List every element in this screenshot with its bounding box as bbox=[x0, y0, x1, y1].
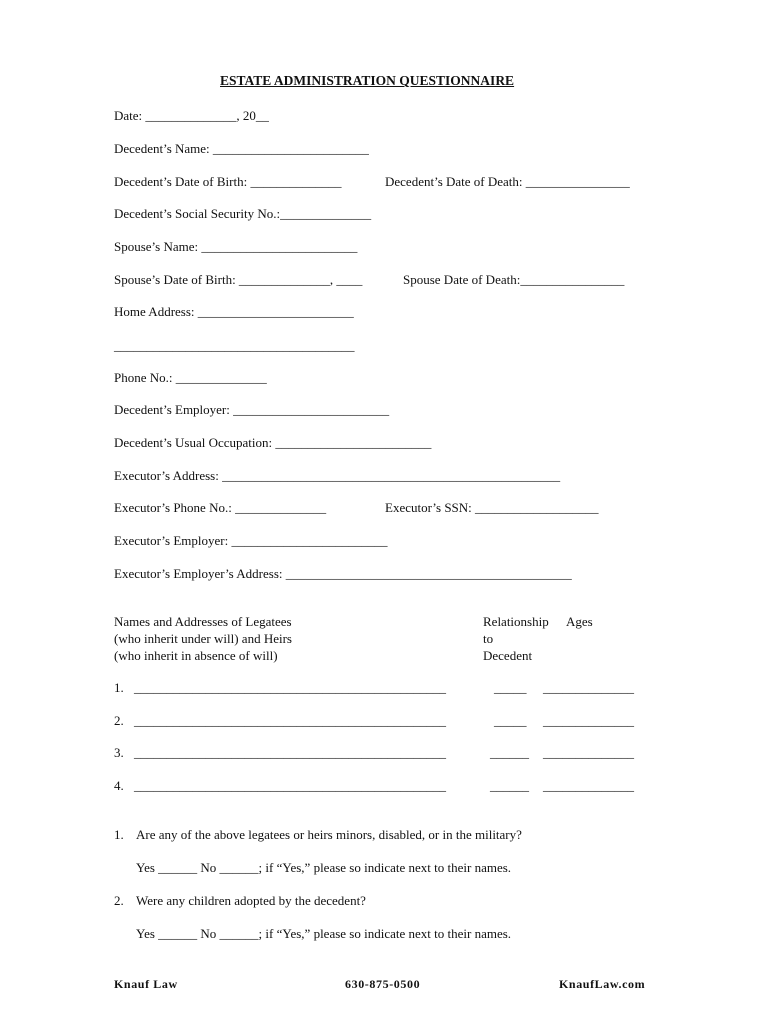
legatees-header-line2: (who inherit under will) and Heirs bbox=[114, 631, 292, 646]
decedent-dob-field: Decedent’s Date of Birth: ______________ bbox=[114, 174, 342, 189]
executor-ssn-field: Executor’s SSN: ___________________ bbox=[385, 500, 599, 515]
legatees-header-line1: Names and Addresses of Legatees bbox=[114, 614, 292, 629]
executor-employer-address-field: Executor’s Employer’s Address: ____________________________________________ bbox=[114, 566, 572, 581]
footer-phone: 630-875-0500 bbox=[345, 977, 421, 991]
decedent-ssn-field: Decedent’s Social Security No.:______________ bbox=[114, 206, 372, 221]
question-text: Were any children adopted by the decedent? bbox=[136, 893, 366, 908]
legatee-row-name-line: ________________________________________________ bbox=[134, 713, 446, 728]
relationship-header-line1: Relationship bbox=[483, 614, 549, 629]
decedent-occupation-field: Decedent’s Usual Occupation: ________________________ bbox=[114, 435, 432, 450]
legatee-row-relationship-line: _____ bbox=[494, 713, 527, 728]
home-address-line2: _____________________________________ bbox=[114, 338, 355, 353]
legatees-header-line3: (who inherit in absence of will) bbox=[114, 648, 278, 663]
legatee-row-relationship-line: _____ bbox=[494, 680, 527, 695]
relationship-header-line3: Decedent bbox=[483, 648, 533, 663]
legatee-row-number: 3. bbox=[114, 745, 124, 760]
legatee-row-relationship-line: ______ bbox=[490, 778, 529, 793]
question-number: 2. bbox=[114, 893, 124, 908]
spouse-name-field: Spouse’s Name: ________________________ bbox=[114, 239, 358, 254]
spouse-dob-field: Spouse’s Date of Birth: ______________, ____ bbox=[114, 272, 363, 287]
decedent-employer-field: Decedent’s Employer: ________________________ bbox=[114, 402, 390, 417]
legatee-row-name-line: ________________________________________________ bbox=[134, 778, 446, 793]
question-number: 1. bbox=[114, 827, 124, 842]
legatee-row-number: 2. bbox=[114, 713, 124, 728]
question-answer-line: Yes ______ No ______; if “Yes,” please so indicate next to their names. bbox=[136, 926, 512, 941]
date-field: Date: ______________, 20__ bbox=[114, 108, 269, 123]
footer-firm-name: Knauf Law bbox=[114, 977, 178, 991]
page-title: ESTATE ADMINISTRATION QUESTIONNAIRE bbox=[220, 73, 515, 88]
executor-employer-field: Executor’s Employer: ________________________ bbox=[114, 533, 388, 548]
legatee-row-number: 4. bbox=[114, 778, 124, 793]
relationship-header-line2: to bbox=[483, 631, 494, 646]
question-text: Are any of the above legatees or heirs minors, disabled, or in the military? bbox=[136, 827, 522, 842]
legatee-row-age-line: ______________ bbox=[543, 778, 634, 793]
phone-field: Phone No.: ______________ bbox=[114, 370, 267, 385]
legatee-row-age-line: ______________ bbox=[543, 745, 634, 760]
executor-address-field: Executor’s Address: ____________________________________________________ bbox=[114, 468, 561, 483]
footer-website: KnaufLaw.com bbox=[559, 977, 646, 991]
question-answer-line: Yes ______ No ______; if “Yes,” please so indicate next to their names. bbox=[136, 860, 512, 875]
ages-header: Ages bbox=[566, 614, 593, 629]
legatee-row-name-line: ________________________________________________ bbox=[134, 745, 446, 760]
home-address-field: Home Address: ________________________ bbox=[114, 304, 354, 319]
decedent-name-field: Decedent’s Name: ________________________ bbox=[114, 141, 369, 156]
legatee-row-age-line: ______________ bbox=[543, 680, 634, 695]
legatee-row-relationship-line: ______ bbox=[490, 745, 529, 760]
spouse-dod-field: Spouse Date of Death:________________ bbox=[403, 272, 625, 287]
executor-phone-field: Executor’s Phone No.: ______________ bbox=[114, 500, 327, 515]
decedent-dod-field: Decedent’s Date of Death: ________________ bbox=[385, 174, 630, 189]
legatee-row-number: 1. bbox=[114, 680, 124, 695]
legatee-row-age-line: ______________ bbox=[543, 713, 634, 728]
legatee-row-name-line: ________________________________________________ bbox=[134, 680, 446, 695]
